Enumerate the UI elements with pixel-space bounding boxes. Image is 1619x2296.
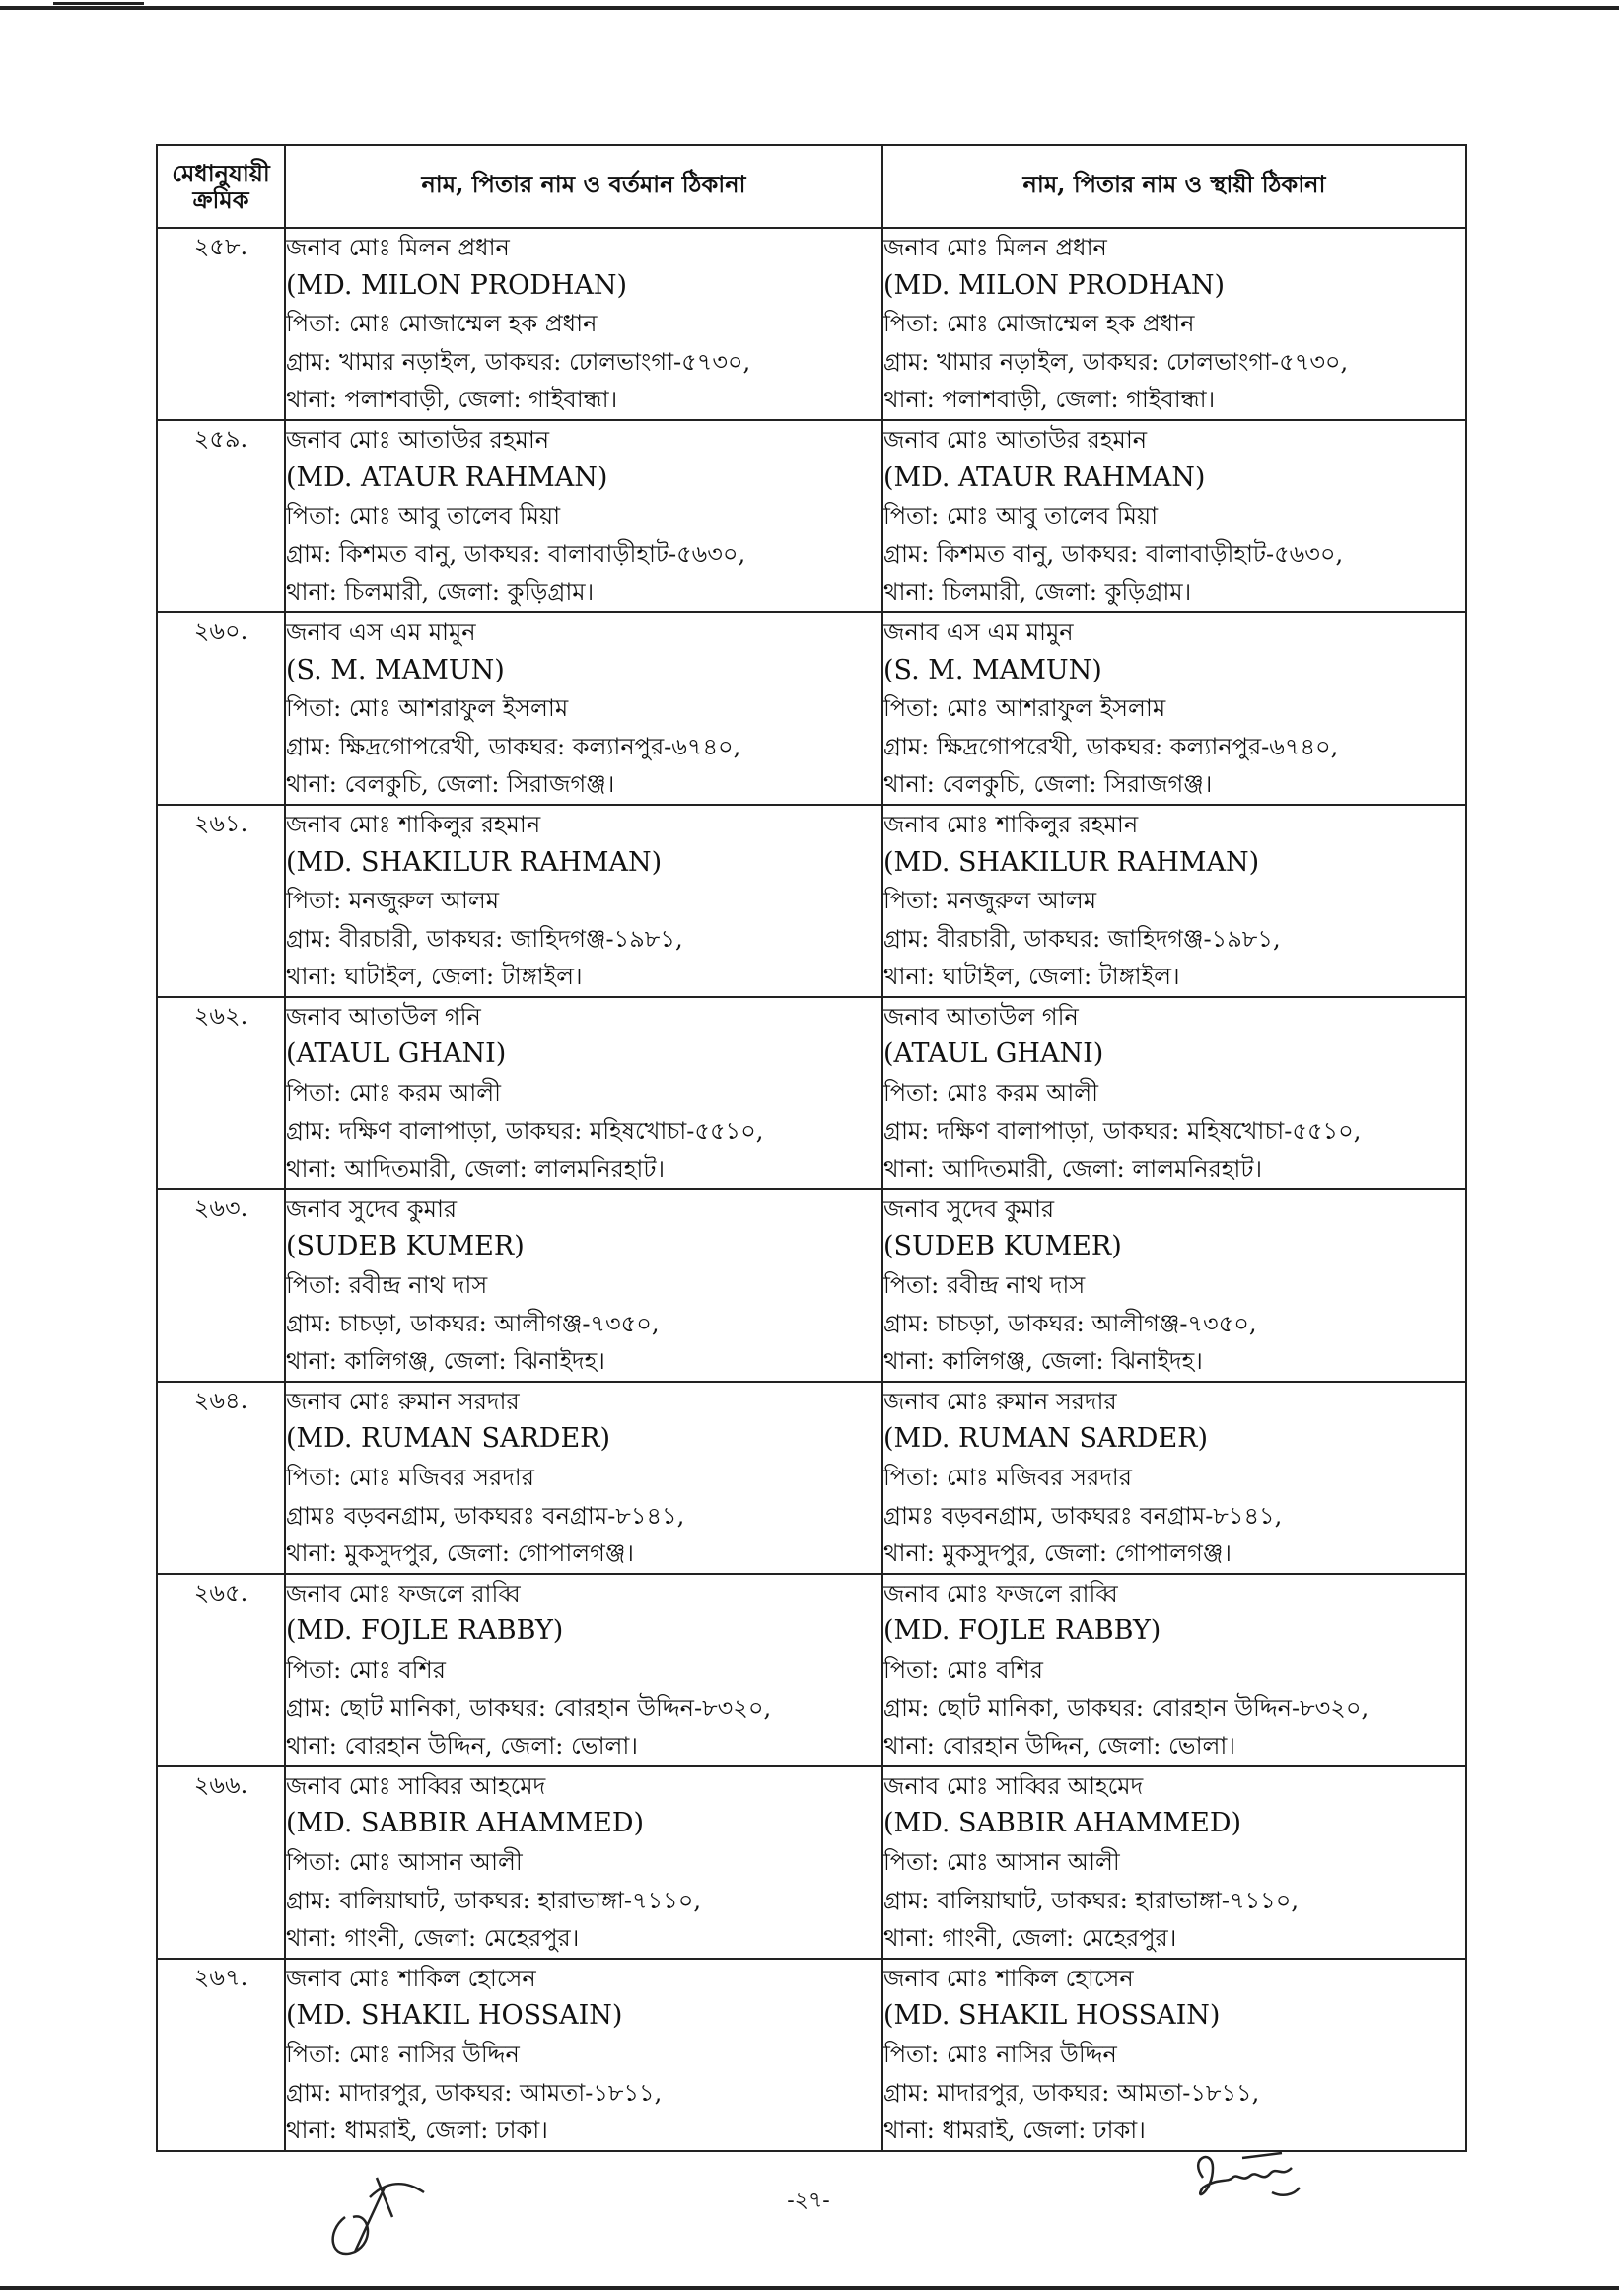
thana-district: থানা: পলাশবাড়ী, জেলা: গাইবান্ধা। [883, 386, 1216, 414]
father-name: পিতা: মোঃ নাসির উদ্দিন [286, 2040, 520, 2068]
name-en: (MD. SHAKIL HOSSAIN) [286, 2000, 623, 2032]
name-bn: জনাব মোঃ রুমান সরদার [286, 1387, 520, 1415]
village-postoffice: গ্রাম: কিশমত বানু, ডাকঘর: বালাবাড়ীহাট-৫৬৩০, [883, 539, 1344, 568]
name-en: (MD. MILON PRODHAN) [286, 269, 628, 301]
village-postoffice: গ্রাম: দক্ষিণ বালাপাড়া, ডাকঘর: মহিষখোচা-৫৫১০, [883, 1116, 1362, 1145]
serial-cell: ২৫৯. [157, 420, 285, 612]
signature-right [1183, 2138, 1311, 2217]
village-postoffice: গ্রাম: চাচড়া, ডাকঘর: আলীগঞ্জ-৭৩৫০, [883, 1309, 1257, 1337]
table-row [157, 1382, 1466, 1574]
serial-cell: ২৬৬. [157, 1766, 285, 1959]
thana-district: থানা: কালিগঞ্জ, জেলা: ঝিনাইদহ। [883, 1347, 1203, 1376]
name-bn: জনাব মোঃ মিলন প্রধান [883, 234, 1107, 261]
permanent-address-cell [882, 1574, 1466, 1766]
table-body [157, 228, 1466, 2151]
father-name: পিতা: রবীন্দ্র নাথ দাস [286, 1271, 488, 1300]
village-postoffice: গ্রাম: বালিয়াঘাট, ডাকঘর: হারাভাঙ্গা-৭১১০, [883, 1886, 1299, 1914]
thana-district: থানা: ঘাটাইল, জেলা: টাঙ্গাইল। [883, 963, 1180, 991]
permanent-address-cell [882, 420, 1466, 612]
father-name: পিতা: মোঃ আশরাফুল ইসলাম [286, 694, 569, 723]
father-name: পিতা: মনজুরুল আলম [286, 887, 500, 915]
serial-cell: ২৬৫. [157, 1574, 285, 1766]
village-postoffice: গ্রাম: ক্ষিদ্রগোপরেখী, ডাকঘর: কল্যানপুর-৬৭৪০, [883, 732, 1339, 760]
name-bn: জনাব মোঃ ফজলে রাব্বি [286, 1579, 521, 1608]
header-serial: মেধানুযায়ী ক্রমিক [157, 145, 285, 228]
permanent-address-cell [882, 1766, 1466, 1959]
village-postoffice: গ্রাম: বালিয়াঘাট, ডাকঘর: হারাভাঙ্গা-৭১১০, [286, 1886, 701, 1914]
permanent-address-cell [882, 228, 1466, 420]
present-address-cell [285, 1382, 882, 1574]
village-postoffice: গ্রাম: ছোট মানিকা, ডাকঘর: বোরহান উদ্দিন-৮৩২০, [883, 1693, 1370, 1722]
thana-district: থানা: ধামরাই, জেলা: ঢাকা। [883, 2117, 1146, 2145]
name-bn: জনাব মোঃ আতাউর রহমান [883, 425, 1148, 454]
name-bn: জনাব সুদেব কুমার [286, 1194, 458, 1223]
village-postoffice: গ্রাম: কিশমত বানু, ডাকঘর: বালাবাড়ীহাট-৫৬৩০, [286, 539, 746, 568]
name-en: (MD. SABBIR AHAMMED) [286, 1808, 645, 1839]
village-postoffice: গ্রাম: ছোট মানিকা, ডাকঘর: বোরহান উদ্দিন-৮৩২০, [286, 1693, 772, 1722]
name-bn: জনাব এস এম মামুন [883, 617, 1074, 646]
name-bn: জনাব মোঃ শাকিলুর রহমান [286, 810, 541, 838]
name-en: (MD. FOJLE RABBY) [883, 1615, 1161, 1647]
present-address-cell [285, 1189, 882, 1382]
name-bn: জনাব মোঃ আতাউর রহমান [286, 425, 550, 454]
father-name: পিতা: রবীন্দ্র নাথ দাস [883, 1271, 1086, 1300]
father-name: পিতা: মোঃ বশির [883, 1655, 1043, 1684]
header-permanent-address: নাম, পিতার নাম ও স্থায়ী ঠিকানা [882, 145, 1466, 228]
present-address-cell [285, 997, 882, 1189]
village-postoffice: গ্রাম: চাচড়া, ডাকঘর: আলীগঞ্জ-৭৩৫০, [286, 1309, 660, 1337]
village-postoffice: গ্রামঃ বড়বনগ্রাম, ডাকঘরঃ বনগ্রাম-৮১৪১, [883, 1501, 1283, 1530]
thana-district: থানা: মুকসুদপুর, জেলা: গোপালগঞ্জ। [883, 1540, 1232, 1568]
page-number: -২৭- [787, 2188, 830, 2213]
name-en: (MD. FOJLE RABBY) [286, 1615, 564, 1647]
father-name: পিতা: মোঃ করম আলী [286, 1079, 501, 1108]
thana-district: থানা: ধামরাই, জেলা: ঢাকা। [286, 2117, 548, 2145]
thana-district: থানা: আদিতমারী, জেলা: লালমনিরহাট। [883, 1155, 1263, 1184]
thana-district: থানা: আদিতমারী, জেলা: লালমনিরহাট। [286, 1155, 666, 1184]
father-name: পিতা: মোঃ আসান আলী [883, 1847, 1120, 1876]
name-en: (MD. RUMAN SARDER) [883, 1423, 1209, 1455]
present-address-cell [285, 228, 882, 420]
permanent-address-cell [882, 612, 1466, 805]
name-bn: জনাব আতাউল গনি [286, 1002, 481, 1031]
permanent-address-cell [882, 997, 1466, 1189]
present-address-cell [285, 805, 882, 997]
table-row [157, 228, 1466, 420]
village-postoffice: গ্রাম: বীরচারী, ডাকঘর: জাহিদগঞ্জ-১৯৮১, [286, 924, 683, 953]
name-bn: জনাব মোঃ রুমান সরদার [883, 1387, 1117, 1415]
thana-district: থানা: কালিগঞ্জ, জেলা: ঝিনাইদহ। [286, 1347, 605, 1376]
father-name: পিতা: মোঃ আসান আলী [286, 1847, 523, 1876]
table-row [157, 420, 1466, 612]
serial-cell: ২৫৮. [157, 228, 285, 420]
village-postoffice: গ্রামঃ বড়বনগ্রাম, ডাকঘরঃ বনগ্রাম-৮১৪১, [286, 1501, 685, 1530]
village-postoffice: গ্রাম: ক্ষিদ্রগোপরেখী, ডাকঘর: কল্যানপুর-৬৭৪০, [286, 732, 741, 760]
serial-cell: ২৬৩. [157, 1189, 285, 1382]
table-row [157, 1189, 1466, 1382]
name-en: (SUDEB KUMER) [286, 1231, 525, 1262]
thana-district: থানা: মুকসুদপুর, জেলা: গোপালগঞ্জ। [286, 1540, 634, 1568]
table-row [157, 1959, 1466, 2151]
candidate-table [156, 144, 1467, 2152]
thana-district: থানা: ঘাটাইল, জেলা: টাঙ্গাইল। [286, 963, 583, 991]
name-en: (ATAUL GHANI) [286, 1039, 507, 1070]
name-en: (MD. ATAUR RAHMAN) [286, 462, 608, 493]
header-present-address: নাম, পিতার নাম ও বর্তমান ঠিকানা [285, 145, 882, 228]
father-name: পিতা: মোঃ মোজাম্মেল হক প্রধান [286, 310, 598, 338]
village-postoffice: গ্রাম: মাদারপুর, ডাকঘর: আমতা-১৮১১, [883, 2078, 1260, 2107]
name-bn: জনাব মোঃ শাকিল হোসেন [286, 1964, 536, 1992]
permanent-address-cell [882, 805, 1466, 997]
thana-district: থানা: গাংনী, জেলা: মেহেরপুর। [883, 1924, 1177, 1953]
thana-district: থানা: চিলমারী, জেলা: কুড়িগ্রাম। [286, 578, 595, 607]
table-row [157, 805, 1466, 997]
name-en: (ATAUL GHANI) [883, 1039, 1104, 1070]
table-row [157, 1574, 1466, 1766]
father-name: পিতা: মোঃ মোজাম্মেল হক প্রধান [883, 310, 1195, 338]
table-header-row [157, 145, 1466, 228]
name-bn: জনাব সুদেব কুমার [883, 1194, 1055, 1223]
thana-district: থানা: পলাশবাড়ী, জেলা: গাইবান্ধা। [286, 386, 618, 414]
village-postoffice: গ্রাম: দক্ষিণ বালাপাড়া, ডাকঘর: মহিষখোচা-৫৫১০, [286, 1116, 764, 1145]
thana-district: থানা: গাংনী, জেলা: মেহেরপুর। [286, 1924, 580, 1953]
serial-cell: ২৬১. [157, 805, 285, 997]
father-name: পিতা: মোঃ আশরাফুল ইসলাম [883, 694, 1166, 723]
present-address-cell [285, 1766, 882, 1959]
name-bn: জনাব এস এম মামুন [286, 617, 476, 646]
father-name: পিতা: মোঃ বশির [286, 1655, 446, 1684]
permanent-address-cell [882, 1959, 1466, 2151]
thana-district: থানা: বেলকুচি, জেলা: সিরাজগঞ্জ। [883, 770, 1213, 799]
father-name: পিতা: মোঃ মজিবর সরদার [883, 1464, 1132, 1491]
present-address-cell [285, 612, 882, 805]
top-border-line [0, 6, 1619, 10]
present-address-cell [285, 1959, 882, 2151]
name-en: (MD. ATAUR RAHMAN) [883, 462, 1206, 493]
serial-cell: ২৬৪. [157, 1382, 285, 1574]
name-bn: জনাব মোঃ সাব্বির আহমেদ [286, 1771, 546, 1800]
name-en: (SUDEB KUMER) [883, 1231, 1122, 1262]
table-row [157, 612, 1466, 805]
father-name: পিতা: মনজুরুল আলম [883, 887, 1097, 915]
name-en: (S. M. MAMUN) [286, 654, 505, 685]
top-border-mark [53, 2, 144, 5]
thana-district: থানা: বোরহান উদ্দিন, জেলা: ভোলা। [883, 1732, 1235, 1760]
village-postoffice: গ্রাম: বীরচারী, ডাকঘর: জাহিদগঞ্জ-১৯৮১, [883, 924, 1281, 953]
present-address-cell [285, 420, 882, 612]
table-row [157, 1766, 1466, 1959]
bottom-border-line [0, 2286, 1619, 2290]
permanent-address-cell [882, 1189, 1466, 1382]
name-en: (MD. SHAKIL HOSSAIN) [883, 2000, 1221, 2032]
name-bn: জনাব আতাউল গনি [883, 1002, 1079, 1031]
name-bn: জনাব মোঃ মিলন প্রধান [286, 234, 510, 261]
name-en: (MD. SABBIR AHAMMED) [883, 1808, 1242, 1839]
permanent-address-cell [882, 1382, 1466, 1574]
father-name: পিতা: মোঃ নাসির উদ্দিন [883, 2040, 1117, 2068]
signature-left [316, 2158, 444, 2266]
father-name: পিতা: মোঃ মজিবর সরদার [286, 1464, 534, 1491]
name-bn: জনাব মোঃ শাকিল হোসেন [883, 1964, 1134, 1992]
name-en: (MD. MILON PRODHAN) [883, 269, 1226, 301]
name-bn: জনাব মোঃ সাব্বির আহমেদ [883, 1771, 1144, 1800]
name-en: (MD. SHAKILUR RAHMAN) [286, 846, 663, 878]
present-address-cell [285, 1574, 882, 1766]
name-en: (MD. RUMAN SARDER) [286, 1423, 611, 1455]
serial-cell: ২৬০. [157, 612, 285, 805]
name-en: (MD. SHAKILUR RAHMAN) [883, 846, 1260, 878]
thana-district: থানা: চিলমারী, জেলা: কুড়িগ্রাম। [883, 578, 1192, 607]
village-postoffice: গ্রাম: খামার নড়াইল, ডাকঘর: ঢোলভাংগা-৫৭৩০, [286, 347, 751, 376]
serial-cell: ২৬২. [157, 997, 285, 1189]
table-row [157, 997, 1466, 1189]
serial-cell: ২৬৭. [157, 1959, 285, 2151]
thana-district: থানা: বোরহান উদ্দিন, জেলা: ভোলা। [286, 1732, 638, 1760]
village-postoffice: গ্রাম: খামার নড়াইল, ডাকঘর: ঢোলভাংগা-৫৭৩০, [883, 347, 1349, 376]
father-name: পিতা: মোঃ করম আলী [883, 1079, 1098, 1108]
village-postoffice: গ্রাম: মাদারপুর, ডাকঘর: আমতা-১৮১১, [286, 2078, 663, 2107]
father-name: পিতা: মোঃ আবু তালেব মিয়া [883, 502, 1159, 531]
name-bn: জনাব মোঃ শাকিলুর রহমান [883, 810, 1139, 838]
father-name: পিতা: মোঃ আবু তালেব মিয়া [286, 502, 561, 531]
name-en: (S. M. MAMUN) [883, 654, 1102, 685]
name-bn: জনাব মোঃ ফজলে রাব্বি [883, 1579, 1118, 1608]
thana-district: থানা: বেলকুচি, জেলা: সিরাজগঞ্জ। [286, 770, 615, 799]
